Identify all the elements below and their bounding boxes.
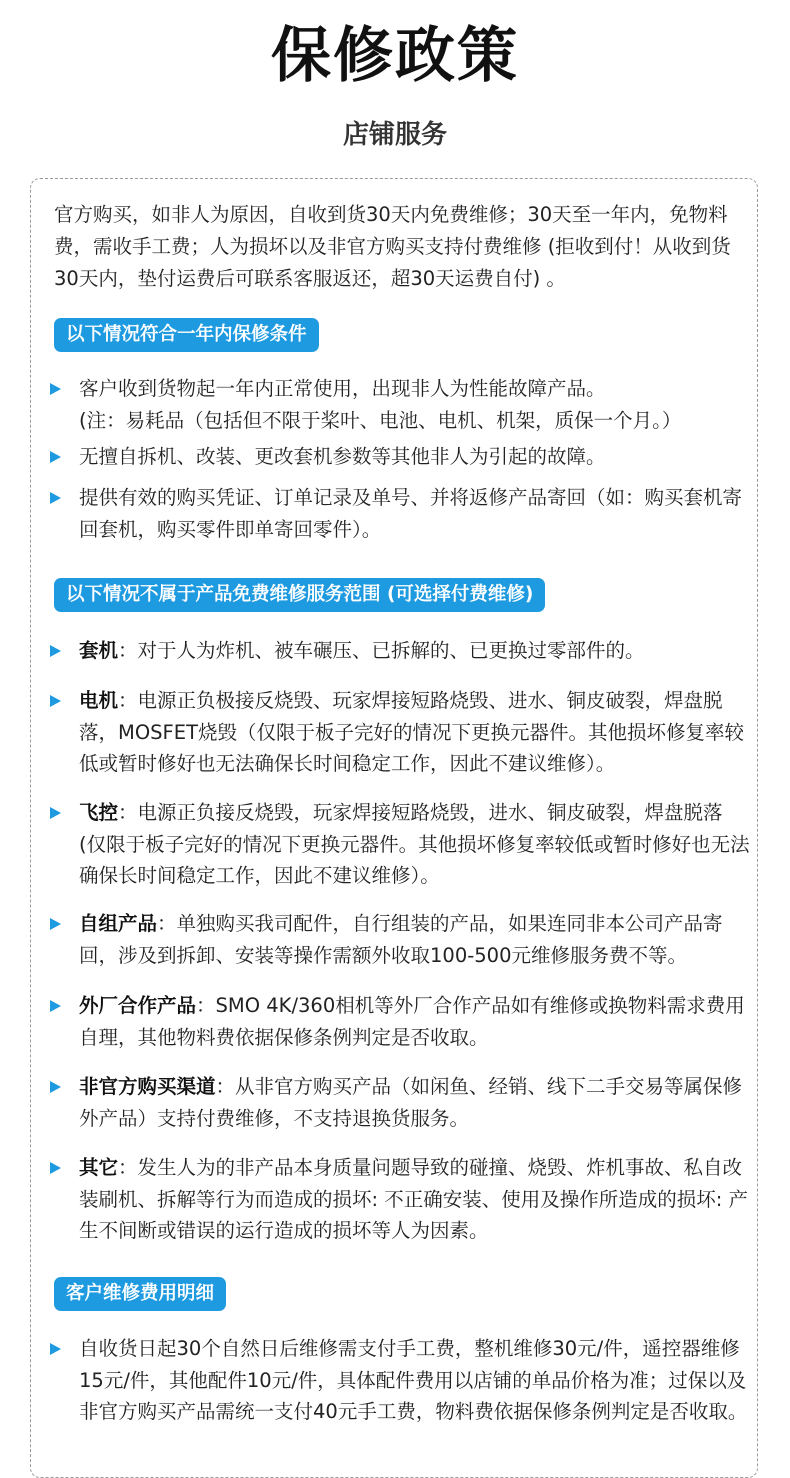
item-label: 自组产品	[79, 912, 158, 935]
list-item-text: 无擅自拆机、改装、更改套机参数等其他非人为引起的故障。	[79, 445, 606, 468]
arrow-bullet-icon	[50, 492, 61, 504]
list-item-text: ：电源正负极接反烧毁、玩家焊接短路烧毁、进水、铜皮破裂，焊盘脱落，MOSFET烧毁（仅限于板子完好的情况下更换元器件。其他损坏修复率较低或暂时修好也无法确保长时间稳定工作，因此不建议维修）。	[79, 689, 744, 775]
arrow-bullet-icon	[50, 1000, 61, 1012]
list-item-text: ：SMO 4K/360相机等外厂合作产品如有维修或换物料需求费用自理，其他物料费依据保修条例判定是否收取。	[79, 994, 745, 1049]
arrow-bullet-icon	[50, 645, 61, 657]
item-label: 其它	[79, 1156, 119, 1179]
list-item	[50, 990, 750, 1053]
list-item-text: 自收货日起30个自然日后维修需支付手工费，整机维修30元/件，遥控器维修15元/件，其他配件10元/件，具体配件费用以店铺的单品价格为准；过保以及非官方购买产品需统一支付40元手工费，物料费依据保修条例判定是否收取。	[79, 1337, 748, 1423]
arrow-bullet-icon	[50, 695, 61, 707]
arrow-bullet-icon	[50, 918, 61, 930]
page-subtitle: 店铺服务	[342, 120, 447, 150]
section-heading-warranty-conditions: 以下情况符合一年内保修条件	[54, 318, 319, 352]
list-item-text: ：从非官方购买产品（如闲鱼、经销、线下二手交易等属保修外产品）支持付费维修，不支持退换货服务。	[79, 1075, 743, 1130]
list-item-text: ：单独购买我司配件，自行组装的产品，如果连同非本公司产品寄回，涉及到拆卸、安装等操作需额外收取100-500元维修服务费不等。	[79, 912, 723, 967]
item-label: 飞控	[79, 801, 119, 824]
list-item-text: ：发生人为的非产品本身质量问题导致的碰撞、烧毁、炸机事故、私自改装刷机、拆解等行为而造成的损坏: 不正确安装、使用及操作所造成的损坏: 产生不间断或错误的运行造成的损坏等人为因素。	[79, 1156, 749, 1242]
arrow-bullet-icon	[50, 383, 61, 395]
section-heading-repair-fees: 客户维修费用明细	[54, 1277, 226, 1311]
list-item	[50, 441, 750, 473]
list-item-text: ：电源正负接反烧毁，玩家焊接短路烧毁，进水、铜皮破裂，焊盘脱落 (仅限于板子完好的情况下更换元器件。其他损坏修复率较低或暂时修好也无法确保长时间稳定工作，因此不建议维修）。	[79, 801, 750, 887]
list-item-text: 提供有效的购买凭证、订单记录及单号、并将返修产品寄回（如：购买套机寄回套机，购买零件即单寄回零件）。	[79, 486, 743, 541]
intro-paragraph: 官方购买，如非人为原因，自收到货30天内免费维修；30天至一年内，免物料费，需收手工费；人为损坏以及非官方购买支持付费维修 (拒收到付！从收到货30天内，垫付运费后可联系客服返还，超30天运费自付) 。	[54, 203, 731, 290]
list-item-text: ：对于人为炸机、被车碾压、已拆解的、已更换过零部件的。	[118, 639, 645, 662]
section-heading-not-covered: 以下情况不属于产品免费维修服务范围 (可选择付费维修)	[54, 578, 545, 612]
item-label: 外厂合作产品	[79, 994, 197, 1017]
arrow-bullet-icon	[50, 1343, 61, 1355]
arrow-bullet-icon	[50, 807, 61, 819]
list-item	[50, 1333, 750, 1428]
list-item	[50, 373, 750, 436]
list-item	[50, 685, 750, 780]
list-item	[50, 1071, 750, 1134]
arrow-bullet-icon	[50, 1162, 61, 1174]
arrow-bullet-icon	[50, 1081, 61, 1093]
item-label: 电机	[79, 689, 119, 712]
arrow-bullet-icon	[50, 451, 61, 463]
item-label: 套机	[79, 639, 119, 662]
list-item	[50, 482, 750, 545]
list-item	[50, 908, 750, 971]
item-label: 非官方购买渠道	[79, 1075, 216, 1098]
list-item-text: 客户收到货物起一年内正常使用，出现非人为性能故障产品。 (注：易耗品（包括但不限于桨叶、电池、电机、机架，质保一个月。）	[79, 377, 682, 432]
list-item	[50, 635, 750, 667]
list-item	[50, 1152, 750, 1247]
list-item	[50, 797, 750, 892]
page-title: 保修政策	[271, 21, 519, 91]
